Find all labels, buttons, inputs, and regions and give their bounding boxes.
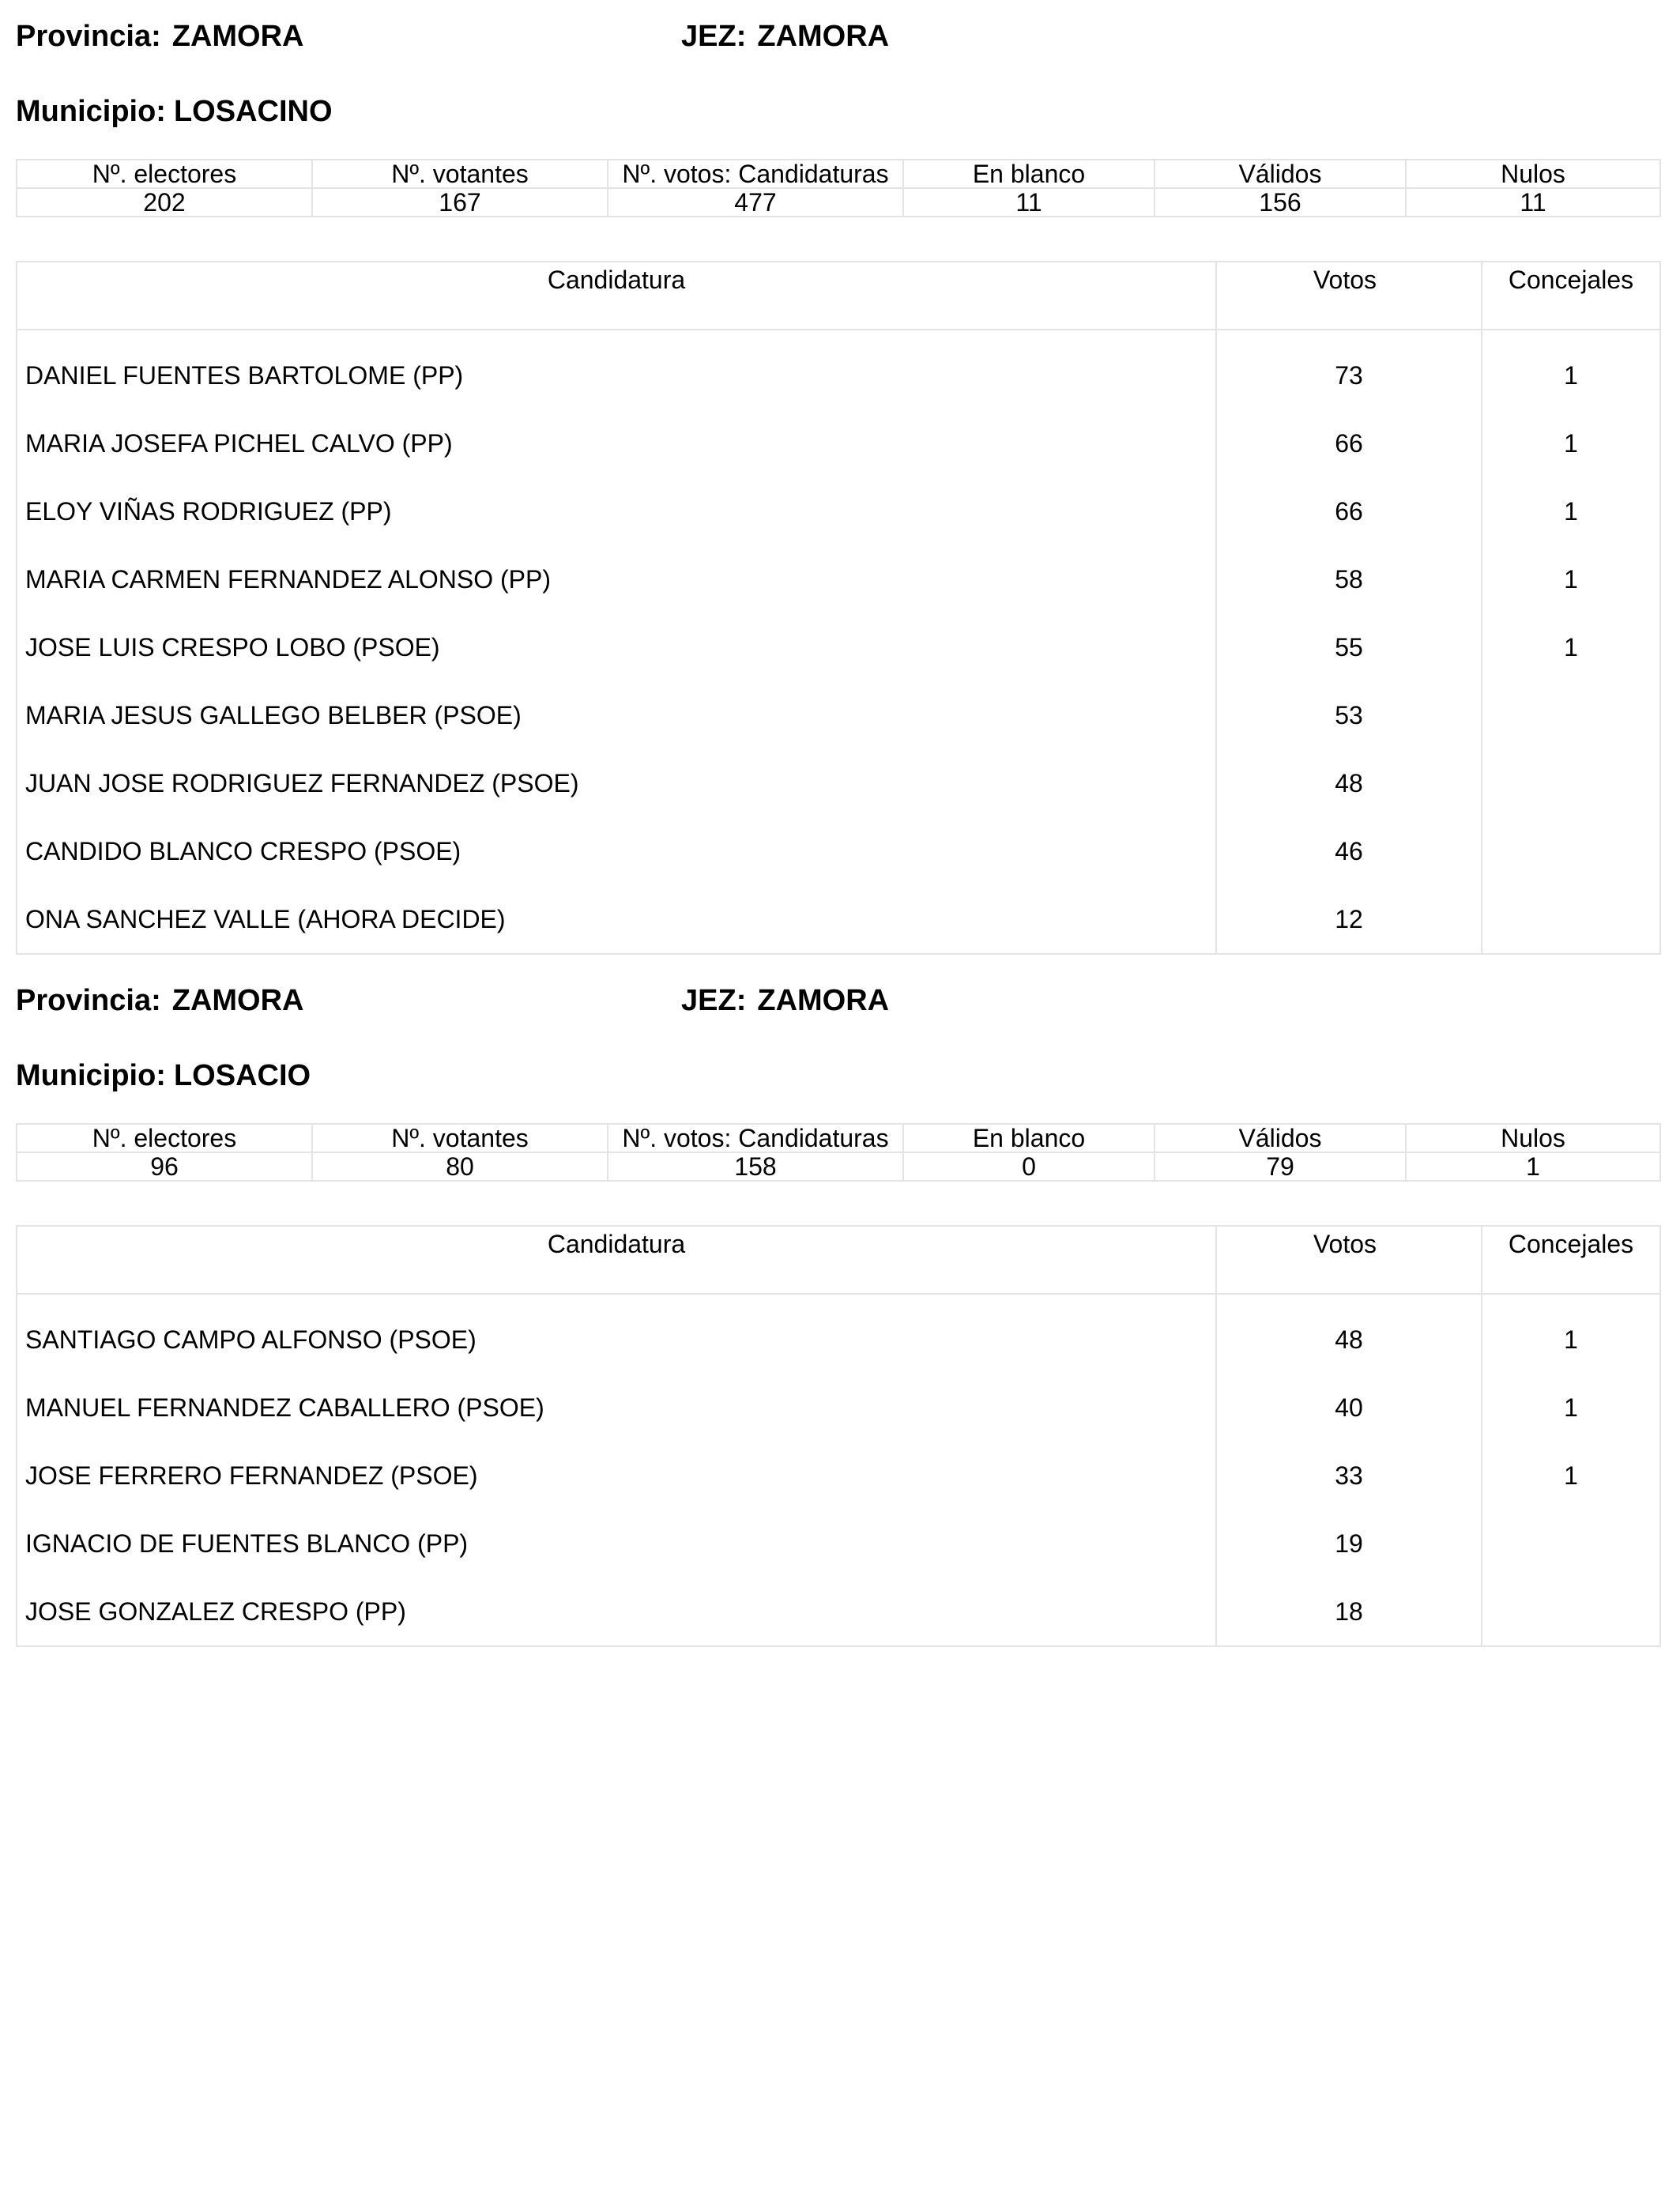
provincia-heading [16, 977, 304, 1024]
results-table [16, 261, 1661, 955]
concejales-cell [1482, 681, 1660, 749]
concejales-cell: 1 [1482, 613, 1660, 681]
summary-value-votantes: 80 [312, 1152, 608, 1181]
results-table [16, 1225, 1661, 1647]
votos-cell: 46 [1216, 817, 1482, 885]
candidatura-cell: MARIA JESUS GALLEGO BELBER (PSOE) [17, 681, 1216, 749]
summary-header-votantes: Nº. votantes [312, 160, 608, 188]
votos-cell: 12 [1216, 885, 1482, 954]
votos-cell: 66 [1216, 409, 1482, 477]
summary-value-votos-candidaturas: 158 [608, 1152, 903, 1181]
candidatura-cell: SANTIAGO CAMPO ALFONSO (PSOE) [17, 1294, 1216, 1374]
provincia-value: ZAMORA [171, 20, 304, 53]
votos-cell: 40 [1216, 1374, 1482, 1442]
concejales-cell: 1 [1482, 1442, 1660, 1510]
summary-header-en-blanco: En blanco [903, 160, 1155, 188]
votos-cell: 33 [1216, 1442, 1482, 1510]
municipio-label: Municipio: [16, 1059, 166, 1092]
summary-value-en-blanco: 11 [903, 188, 1155, 217]
municipio-heading [16, 88, 333, 135]
summary-value-en-blanco: 0 [903, 1152, 1155, 1181]
summary-value-electores: 202 [17, 188, 312, 217]
votos-cell: 73 [1216, 330, 1482, 409]
concejales-cell: 1 [1482, 1294, 1660, 1374]
table-row [17, 545, 1660, 613]
candidatura-cell: ELOY VIÑAS RODRIGUEZ (PP) [17, 477, 1216, 545]
candidatura-cell: JOSE FERRERO FERNANDEZ (PSOE) [17, 1442, 1216, 1510]
provincia-value: ZAMORA [171, 984, 304, 1017]
concejales-cell: 1 [1482, 1374, 1660, 1442]
concejales-cell: 1 [1482, 545, 1660, 613]
summary-value-row [17, 188, 1660, 217]
table-row [17, 749, 1660, 817]
table-row [17, 681, 1660, 749]
summary-value-row [17, 1152, 1660, 1181]
results-header-concejales: Concejales [1482, 1226, 1660, 1294]
results-header-votos: Votos [1216, 262, 1482, 330]
summary-value-validos: 156 [1155, 188, 1406, 217]
results-header-concejales: Concejales [1482, 262, 1660, 330]
concejales-cell [1482, 885, 1660, 954]
table-row [17, 885, 1660, 954]
candidatura-cell: ONA SANCHEZ VALLE (AHORA DECIDE) [17, 885, 1216, 954]
jez-value: ZAMORA [757, 984, 890, 1017]
summary-table [16, 1123, 1661, 1182]
summary-header-votos-candidaturas: Nº. votos: Candidaturas [608, 160, 903, 188]
candidatura-cell: JUAN JOSE RODRIGUEZ FERNANDEZ (PSOE) [17, 749, 1216, 817]
candidatura-cell: JOSE LUIS CRESPO LOBO (PSOE) [17, 613, 1216, 681]
concejales-cell [1482, 1510, 1660, 1578]
votos-cell: 58 [1216, 545, 1482, 613]
summary-header-votantes: Nº. votantes [312, 1124, 608, 1152]
concejales-cell: 1 [1482, 477, 1660, 545]
concejales-cell: 1 [1482, 330, 1660, 409]
summary-header-nulos: Nulos [1406, 1124, 1660, 1152]
summary-header-validos: Válidos [1155, 160, 1406, 188]
summary-table [16, 159, 1661, 217]
table-row [17, 477, 1660, 545]
votos-cell: 48 [1216, 749, 1482, 817]
jez-label: JEZ: [681, 984, 747, 1017]
table-row [17, 1374, 1660, 1442]
provincia-heading [16, 13, 304, 60]
jez-label: JEZ: [681, 20, 747, 53]
votos-cell: 66 [1216, 477, 1482, 545]
jez-heading [681, 977, 889, 1024]
candidatura-cell: CANDIDO BLANCO CRESPO (PSOE) [17, 817, 1216, 885]
summary-value-validos: 79 [1155, 1152, 1406, 1181]
candidatura-cell: IGNACIO DE FUENTES BLANCO (PP) [17, 1510, 1216, 1578]
results-header-candidatura: Candidatura [17, 262, 1216, 330]
candidatura-cell: MANUEL FERNANDEZ CABALLERO (PSOE) [17, 1374, 1216, 1442]
table-row [17, 409, 1660, 477]
provincia-label: Provincia: [16, 20, 161, 53]
table-row [17, 817, 1660, 885]
summary-header-en-blanco: En blanco [903, 1124, 1155, 1152]
municipio-value: LOSACIO [173, 1059, 311, 1092]
table-row [17, 1442, 1660, 1510]
concejales-cell [1482, 1578, 1660, 1646]
votos-cell: 18 [1216, 1578, 1482, 1646]
table-row [17, 1510, 1660, 1578]
summary-header-electores: Nº. electores [17, 1124, 312, 1152]
table-row [17, 1294, 1660, 1374]
summary-header-votos-candidaturas: Nº. votos: Candidaturas [608, 1124, 903, 1152]
concejales-cell: 1 [1482, 409, 1660, 477]
summary-value-electores: 96 [17, 1152, 312, 1181]
votos-cell: 53 [1216, 681, 1482, 749]
concejales-cell [1482, 817, 1660, 885]
municipio-section-losacio [16, 975, 1659, 1655]
summary-header-row [17, 1124, 1660, 1152]
summary-header-row [17, 160, 1660, 188]
concejales-cell [1482, 749, 1660, 817]
results-header-candidatura: Candidatura [17, 1226, 1216, 1294]
table-row [17, 330, 1660, 409]
votos-cell: 19 [1216, 1510, 1482, 1578]
results-header-row [17, 1226, 1660, 1294]
table-row [17, 613, 1660, 681]
summary-value-votantes: 167 [312, 188, 608, 217]
summary-header-validos: Válidos [1155, 1124, 1406, 1152]
jez-heading [681, 13, 889, 60]
table-row [17, 1578, 1660, 1646]
summary-value-votos-candidaturas: 477 [608, 188, 903, 217]
municipio-section-losacino [16, 11, 1659, 944]
candidatura-cell: MARIA JOSEFA PICHEL CALVO (PP) [17, 409, 1216, 477]
summary-header-electores: Nº. electores [17, 160, 312, 188]
summary-header-nulos: Nulos [1406, 160, 1660, 188]
candidatura-cell: MARIA CARMEN FERNANDEZ ALONSO (PP) [17, 545, 1216, 613]
provincia-label: Provincia: [16, 984, 161, 1017]
municipio-heading [16, 1052, 311, 1099]
municipio-value: LOSACINO [173, 95, 333, 128]
votos-cell: 48 [1216, 1294, 1482, 1374]
summary-value-nulos: 1 [1406, 1152, 1660, 1181]
candidatura-cell: DANIEL FUENTES BARTOLOME (PP) [17, 330, 1216, 409]
summary-value-nulos: 11 [1406, 188, 1660, 217]
results-header-row [17, 262, 1660, 330]
jez-value: ZAMORA [757, 20, 890, 53]
votos-cell: 55 [1216, 613, 1482, 681]
candidatura-cell: JOSE GONZALEZ CRESPO (PP) [17, 1578, 1216, 1646]
municipio-label: Municipio: [16, 95, 166, 128]
results-header-votos: Votos [1216, 1226, 1482, 1294]
